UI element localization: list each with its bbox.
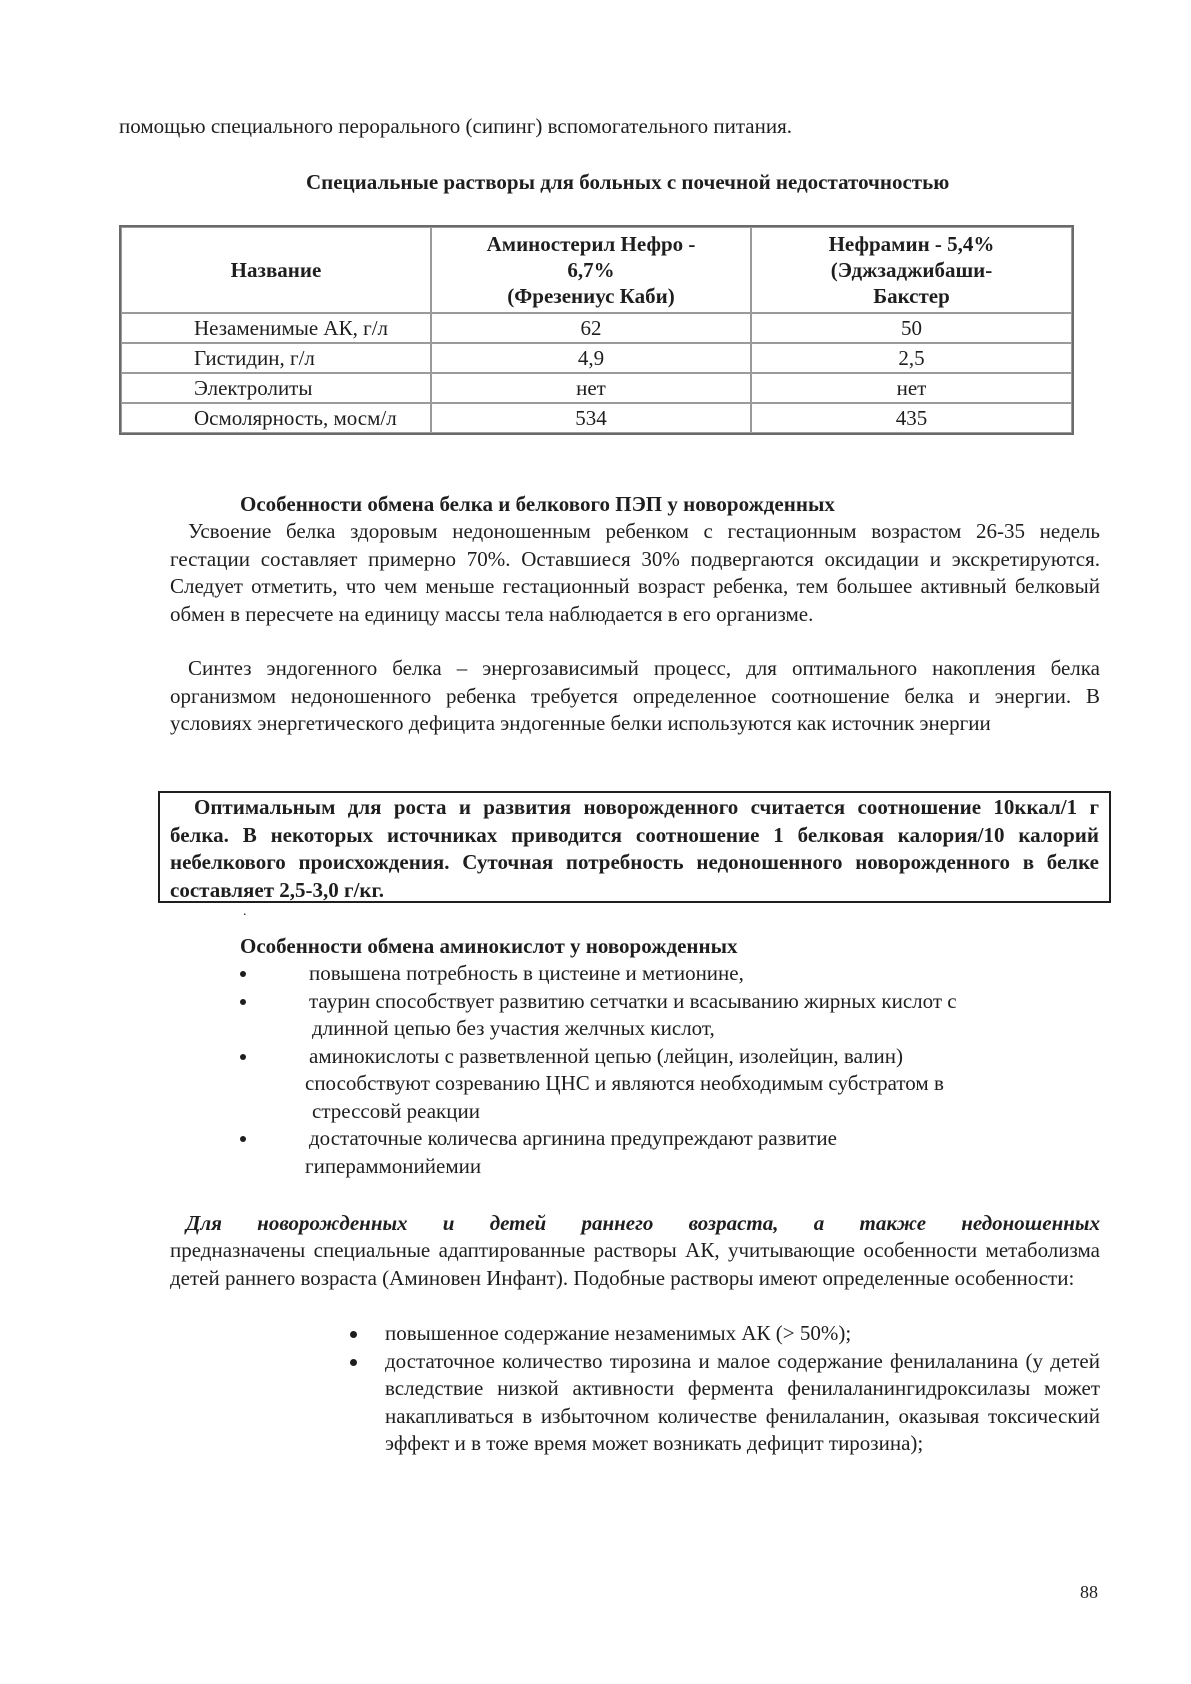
list-item-text: повышена потребность в цистеине и метионине, — [309, 961, 744, 985]
table-row — [121, 313, 1072, 343]
row-name: Осмолярность, мосм/л — [121, 403, 431, 433]
row-value-col1: 534 — [431, 403, 751, 433]
row-value-col1: нет — [431, 373, 751, 403]
section2-heading: Особенности обмена аминокислот у новорожденных — [240, 934, 738, 958]
list-item-text: достаточные количесва аргинина предупреждают развитие — [309, 1126, 837, 1150]
bullet-icon — [240, 1054, 246, 1060]
list-item — [240, 960, 1100, 988]
bullet-icon — [240, 971, 246, 977]
table-row — [121, 343, 1072, 373]
list-item-text: длинной цепью без участия желчных кислот, — [312, 1016, 715, 1040]
list-item-text: повышенное содержание незаменимых АК (> 50%); — [385, 1321, 852, 1345]
section1-paragraph1: Усвоение белка здоровым недоношенным ребенком с гестационным возрастом 26-35 недель гестации составляет примерно 70%. Оставшиеся 30% подвергаются оксидации и экскретируются. Следует отметить, что чем меньше гестационный возраст ребенка, тем большее активный белковый обмен в пересчете на единицу массы тела наблюдается в его организме. — [170, 519, 1100, 626]
table-row — [121, 403, 1072, 433]
section1-paragraph2: Синтез эндогенного белка – энергозависимый процесс, для оптимального накопления белка организмом недоношенного ребенка требуется определенное соотношение белка и энергии. В условиях энергетического дефицита эндогенные белки используются как источник энергии — [170, 656, 1100, 735]
list-item — [350, 1320, 1100, 1348]
list-item-text: стрессовй реакции — [312, 1098, 480, 1123]
table-header-row — [121, 227, 1072, 313]
section3-italic-lead: Для новорожденных и детей раннего возраста, а также недоношенных — [186, 1211, 1100, 1235]
row-name: Гистидин, г/л — [121, 343, 431, 373]
bullet-icon — [350, 1359, 357, 1366]
header-col1-line3: (Фрезениус Каби) — [507, 284, 675, 308]
row-name: Электролиты — [121, 373, 431, 403]
highlight-box: Оптимальным для роста и развития новорожденного считается соотношение 10ккал/1 г белка. В некоторых источниках приводится соотношение 1 белковая калория/10 калорий небелкового происхождения. Суточная потребность недоношенного новорожденного в белке составляет 2,5-3,0 г/кг. — [158, 791, 1111, 903]
header-col1-line1: Аминостерил Нефро - — [486, 232, 696, 256]
row-value-col2: нет — [751, 373, 1072, 403]
section2-list — [240, 960, 1100, 1180]
row-value-col2: 2,5 — [751, 343, 1072, 373]
list-item-text: таурин способствует развитию сетчатки и всасыванию жирных кислот с — [309, 988, 957, 1013]
solutions-table — [119, 225, 1074, 435]
row-value-col2: 50 — [751, 313, 1072, 343]
bullet-icon — [240, 1136, 246, 1142]
list-item-text: способствуют созреванию ЦНС и являются необходимым субстратом в — [305, 1071, 944, 1095]
row-name: Незаменимые АК, г/л — [121, 313, 431, 343]
row-value-col1: 4,9 — [431, 343, 751, 373]
section3-list — [350, 1320, 1100, 1458]
list-item-text: аминокислоты с разветвленной цепью (лейцин, изолейцин, валин) — [309, 1043, 904, 1068]
row-value-col2: 435 — [751, 403, 1072, 433]
table-title: Специальные растворы для больных с почечной недостаточностью — [306, 170, 950, 194]
row-value-col1: 62 — [431, 313, 751, 343]
header-col2-line1: Нефрамин - 5,4% — [828, 232, 995, 256]
table-row — [121, 373, 1072, 403]
header-col2-line2: (Эджзаджибаши- — [830, 258, 993, 282]
header-col2-line3: Бакстер — [873, 284, 950, 308]
bullet-icon — [240, 999, 246, 1005]
list-item — [240, 1043, 1100, 1126]
section3-paragraph: предназначены специальные адаптированные растворы АК, учитывающие особенности метаболизма детей раннего возраста (Аминовен Инфант). Подобные растворы имеют определенные особенности: — [170, 1238, 1100, 1290]
list-item — [240, 1125, 1100, 1180]
page-number: 88 — [1080, 1582, 1098, 1602]
intro-line: помощью специального перорального (сипинг) вспомогательного питания. — [119, 114, 793, 138]
header-col1 — [431, 227, 751, 313]
bullet-icon — [350, 1331, 357, 1338]
list-item — [350, 1348, 1100, 1458]
list-item-text: гипераммонийемии — [305, 1153, 482, 1178]
list-item-text: достаточное количество тирозина и малое содержание фенилаланина (у детей вследствие низкой активности фермента фенилаланингидроксилазы может накапливаться в избыточном количестве фенилаланин, оказывая токсический эффект и в тоже время может возникать дефицит тирозина); — [385, 1348, 1100, 1455]
header-col2 — [751, 227, 1072, 313]
section1-heading: Особенности обмена белка и белкового ПЭП у новорожденных — [240, 492, 835, 516]
stray-mark: . — [243, 904, 247, 919]
list-item — [240, 988, 1100, 1043]
header-col1-line2: 6,7% — [567, 258, 615, 282]
header-name: Название — [121, 227, 431, 313]
